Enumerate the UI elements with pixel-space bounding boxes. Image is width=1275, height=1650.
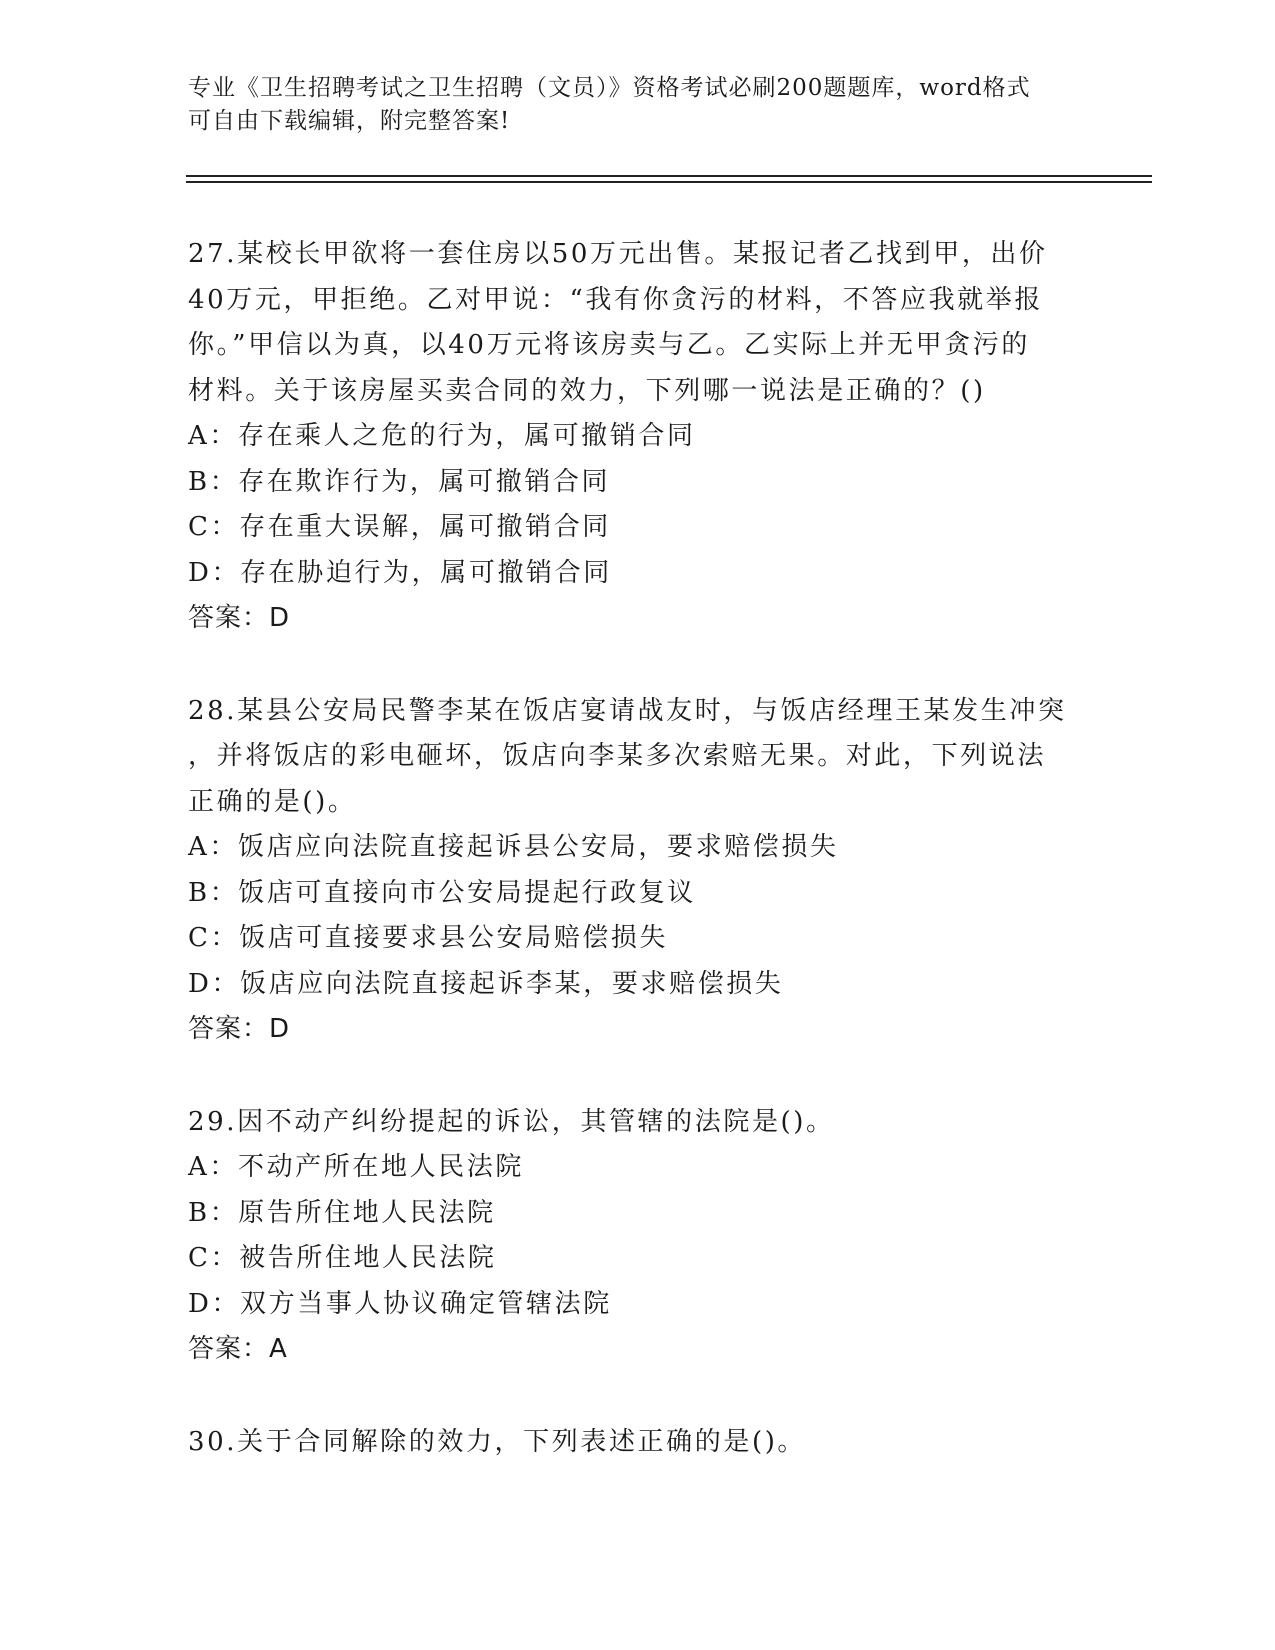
option-b: B：饭店可直接向市公安局提起行政复议	[188, 877, 696, 908]
answer-line: 答案：D	[188, 1014, 291, 1044]
answer-line: 答案：A	[188, 1334, 288, 1364]
answer-line: 答案：D	[188, 603, 291, 633]
question-stem-line: 29.因不动产纠纷提起的诉讼，其管辖的法院是()。	[188, 1106, 835, 1137]
question-stem-line: 正确的是()。	[188, 786, 357, 817]
question-29	[188, 1100, 1088, 1373]
header-divider-bottom	[186, 181, 1152, 183]
option-b: B：原告所住地人民法院	[188, 1197, 496, 1228]
option-d: D：存在胁迫行为，属可撤销合同	[188, 557, 612, 588]
question-stem-line: 材料。关于该房屋买卖合同的效力，下列哪一说法是正确的？()	[188, 375, 986, 406]
question-stem-line: 27.某校长甲欲将一套住房以50万元出售。某报记者乙找到甲，出价	[188, 239, 1048, 269]
question-28	[188, 689, 1088, 1053]
option-d: D：饭店应向法院直接起诉李某，要求赔偿损失	[188, 968, 784, 999]
option-d: D：双方当事人协议确定管辖法院	[188, 1288, 612, 1319]
header-line-2: 可自由下载编辑，附完整答案!	[188, 108, 511, 134]
question-stem-line: 40万元，甲拒绝。乙对甲说：“我有你贪污的材料，不答应我就举报	[188, 284, 1043, 315]
question-27	[188, 232, 1088, 642]
option-c: C：存在重大误解，属可撤销合同	[188, 512, 611, 542]
option-b: B：存在欺诈行为，属可撤销合同	[188, 466, 611, 497]
question-30	[188, 1420, 1088, 1466]
option-c: C：饭店可直接要求县公安局赔偿损失	[188, 923, 669, 953]
question-stem-line: 28.某县公安局民警李某在饭店宴请战友时，与饭店经理王某发生冲突	[188, 695, 1067, 726]
option-c: C：被告所住地人民法院	[188, 1243, 497, 1273]
question-stem-line: ，并将饭店的彩电砸坏，饭店向李某多次索赔无果。对此，下列说法	[188, 741, 1047, 771]
option-a: A：存在乘人之危的行为，属可撤销合同	[188, 421, 696, 451]
option-a: A：饭店应向法院直接起诉县公安局，要求赔偿损失	[188, 832, 839, 862]
question-list	[188, 232, 1088, 1512]
question-stem-line: 你。”甲信以为真，以40万元将该房卖与乙。乙实际上并无甲贪污的	[188, 330, 1030, 360]
option-a: A：不动产所在地人民法院	[188, 1152, 524, 1182]
header-line-1: 专业《卫生招聘考试之卫生招聘（文员）》资格考试必刷200题题库，word格式	[188, 75, 1031, 101]
header-divider-top	[186, 175, 1152, 177]
question-stem-line: 30.关于合同解除的效力，下列表述正确的是()。	[188, 1426, 807, 1457]
document-header	[188, 72, 1088, 138]
